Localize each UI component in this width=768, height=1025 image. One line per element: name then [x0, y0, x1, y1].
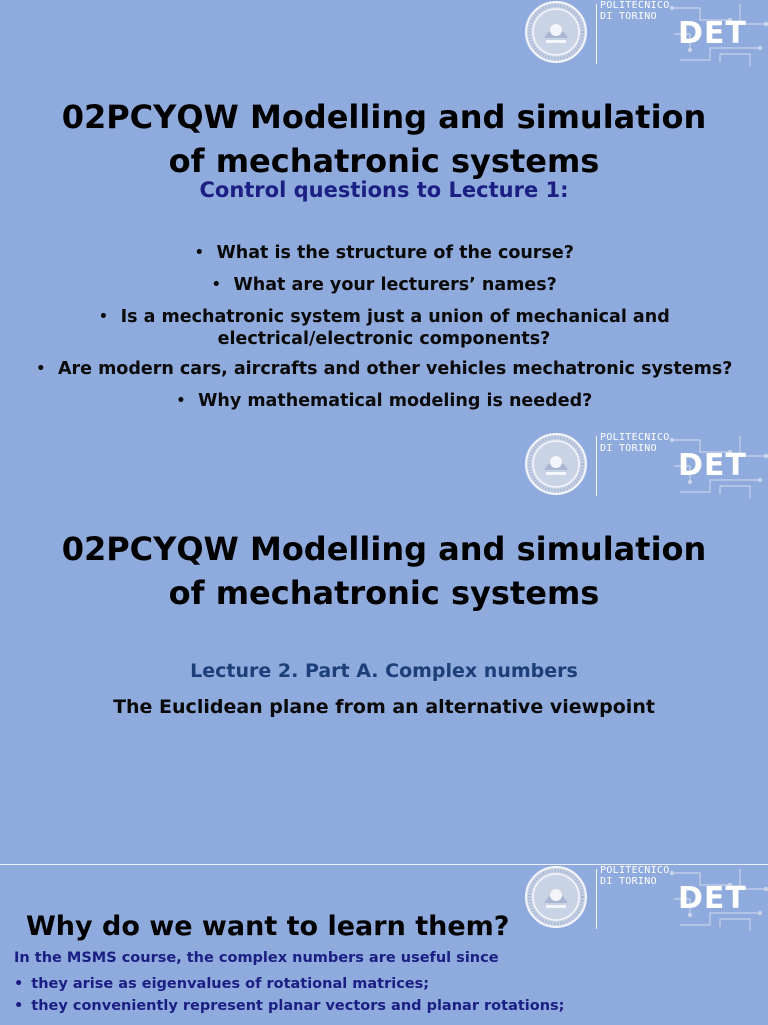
questions-list — [0, 242, 768, 422]
logo-divider — [596, 436, 597, 496]
department-logo: DET — [678, 881, 747, 916]
polito-det-logo — [520, 0, 768, 68]
lecture-title: Lecture 2. Part A. Complex numbers — [190, 660, 578, 682]
institution-name: POLITECNICO DI TORINO — [600, 865, 670, 887]
institution-name: POLITECNICO DI TORINO — [600, 432, 670, 454]
institution-name: POLITECNICO DI TORINO — [600, 0, 670, 22]
slide-2 — [0, 432, 768, 864]
lecture-subtitle: The Euclidean plane from an alternative viewpoint — [113, 696, 655, 718]
course-title: 02PCYQW Modelling and simulation of mechatronic systems — [61, 98, 707, 181]
course-title: 02PCYQW Modelling and simulation of mechatronic systems — [61, 530, 707, 613]
seal-icon — [524, 865, 588, 929]
department-logo: DET — [678, 448, 747, 483]
list-item: • Are modern cars, aircrafts and other vehicles mechatronic systems? — [0, 358, 768, 380]
slide-heading: Why do we want to learn them? — [26, 911, 510, 943]
department-logo: DET — [678, 16, 747, 51]
polito-det-logo — [520, 865, 768, 933]
control-questions-heading: Control questions to Lecture 1: — [199, 178, 569, 202]
slide-3 — [0, 864, 768, 1025]
list-item: • they arise as eigenvalues of rotational matrices; — [14, 973, 764, 995]
list-item: • Is a mechatronic system just a union of mechanical and electrical/electronic components? — [0, 306, 768, 350]
list-item: • What are your lecturers’ names? — [0, 274, 768, 296]
intro-text: In the MSMS course, the complex numbers are useful since — [14, 950, 499, 966]
seal-icon — [524, 0, 588, 64]
list-item: • What is the structure of the course? — [0, 242, 768, 264]
logo-divider — [596, 869, 597, 929]
list-item: • they conveniently represent planar vectors and planar rotations; — [14, 995, 764, 1017]
logo-divider — [596, 4, 597, 64]
seal-icon — [524, 432, 588, 496]
slide-1 — [0, 0, 768, 432]
reasons-list — [14, 973, 764, 1017]
list-item: • Why mathematical modeling is needed? — [0, 390, 768, 412]
polito-det-logo — [520, 432, 768, 500]
